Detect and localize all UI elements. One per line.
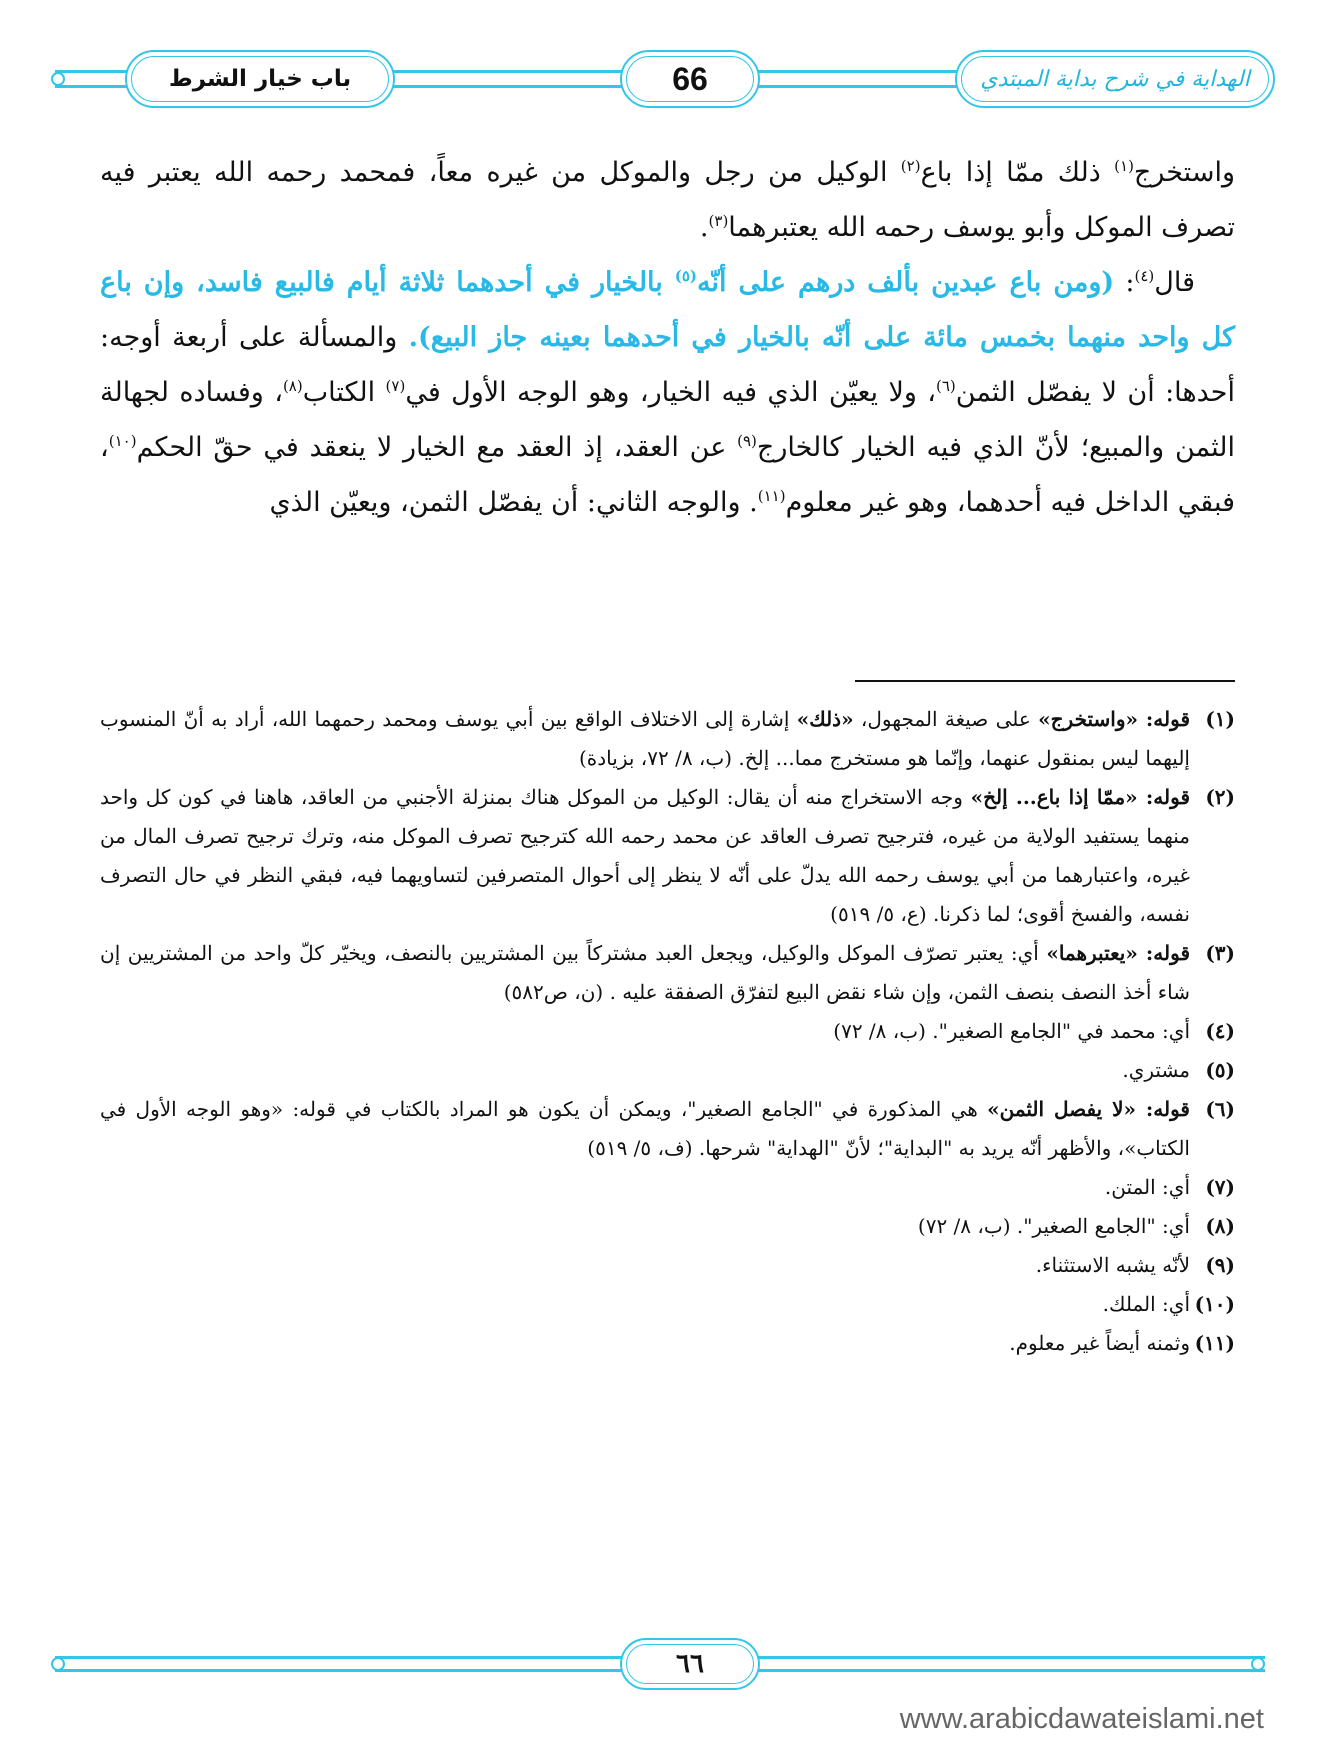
footnote-ref: (٢) [900,157,921,175]
footnote-ref: (٨) [282,377,303,395]
footnote-divider [855,680,1235,682]
footnote-2: (٢) قوله: «ممّا إذا باع... إلخ» وجه الاستخراج منه أن يقال: الوكيل من الموكل هناك بمنزلة الأجنبي من العاقد، هاهنا في كون كل واحد منهما يستفيد الولاية من غيره، فترجيح تصرف العاقد عن محمد رحمه الله كترجيح تصرف الموكل منه، وترك ترجيح تصرف المال من غيره، واعتبارهما من أبي يوسف رحمه الله يدلّ على أنّه لا ينظر إلى أحوال المتصرفين لتساويهما فيه، فبقي النظر في حال التصرف نفسه، والفسخ أقوى؛ لما ذكرنا. (ع، ٥/ ٥١٩) [100,785,1235,926]
footnote-ref: (٧) [385,377,406,395]
footnote-5: (٥) مشتري. [1122,1058,1235,1082]
footnote-6: (٦) قوله: «لا يفصل الثمن» هي المذكورة في "الجامع الصغير"، ويمكن أن يكون هو المراد بالكتاب في قوله: «وهو الوجه الأول في الكتاب»، والأظهر أنّه يريد به "البداية"؛ لأنّ "الهداية" شرحها. (ف، ٥/ ٥١٩) [100,1097,1235,1160]
footnote-ref: (٥) [674,267,698,285]
chapter-title: باب خيار الشرط [168,66,352,92]
footnote-1: (١) قوله: «واستخرج» على صيغة المجهول، «ذلك» إشارة إلى الاختلاف الواقع بين أبي يوسف ومحمد رحمهما الله، أراد به أنّ المنسوب إليهما ليس بمنقول عنهما، وإنّما هو مستخرج مما... إلخ. (ب، ٨/ ٧٢، بزيادة) [100,707,1235,770]
book-title: الهداية في شرح بداية المبتدي [980,66,1250,92]
website-watermark: www.arabicdawateislami.net [899,1703,1264,1735]
matn-highlight: بالخيار في أحدهما ثلاثة أيام فالبيع فاسد، وإن باع كل واحد منهما بخمس مائة على أنّه بالخيار في أحدهما بعينه جاز البيع). [100,267,1235,353]
footnote-10: (١٠) أي: الملك. [1102,1292,1235,1316]
page-footer [55,1638,1265,1690]
matn-highlight: (ومن باع عبدين بألف درهم على أنّه [697,267,1115,298]
paragraph-2: قال$^{(٤)}$: (ومن باع عبدين بألف درهم على أنّه$^{(٥)}$ بالخيار في أحدهما ثلاثة أيام فالبيع فاسد، وإن باع كل واحد منهما بخمس مائة على أنّه بالخيار في أحدهما بعينه جاز البيع). والمسألة على أربعة أوجه: أحدها: أن لا يفصّل الثمن$^{(٦)}$، ولا يعيّن الذي فيه الخيار، وهو الوجه الأول في$^{(٧)}$ الكتاب$^{(٨)}$، وفساده لجهالة الثمن والمبيع؛ لأنّ الذي فيه الخيار كالخارج$^{(٩)}$ عن العقد، إذ العقد مع الخيار لا ينعقد في حقّ الحكم$^{(١٠)}$، فبقي الداخل فيه أحدهما، وهو غير معلوم$^{(١١)}$. والوجه الثاني: أن يفصّل الثمن، ويعيّن الذي [100,267,1235,518]
footnote-9: (٩) لأنّه يشبه الاستثناء. [1035,1253,1235,1277]
footnote-ref: (١) [1114,157,1134,175]
footnote-ref: (٦) [935,377,956,395]
page-header [55,50,1265,108]
footnote-ref: (٩) [737,432,757,450]
main-text [100,145,1235,530]
footer-page-number-box [620,1638,760,1690]
paragraph-1: واستخرج$^{(١)}$ ذلك ممّا إذا باع$^{(٢)}$ الوكيل من رجل والموكل من غيره معاً، فمحمد رحمه الله يعتبر فيه تصرف الموكل وأبو يوسف رحمه الله يعتبرهما$^{(٣)}$. [100,157,1235,243]
header-left-ornament-icon [51,72,65,86]
footer-left-ornament-icon [51,1657,65,1671]
footnote-7: (٧) أي: المتن. [1104,1175,1235,1199]
footer-page-number: ٦٦ [676,1649,704,1679]
chapter-title-box [125,50,395,108]
page-number: 66 [672,60,708,97]
footnote-3: (٣) قوله: «يعتبرهما» أي: يعتبر تصرّف الموكل والوكيل، ويجعل العبد مشتركاً بين المشتريين بالنصف، ويخيّر كلّ واحد من المشتريين إن شاء أخذ النصف بنصف الثمن، وإن شاء نقض البيع لتفرّق الصفقة عليه . (ن، ص٥٨٢) [100,941,1235,1004]
footnote-8: (٨) أي: "الجامع الصغير". (ب، ٨/ ٧٢) [917,1214,1235,1238]
book-title-box [955,50,1275,108]
footnote-ref: (١٠) [108,432,137,450]
footer-right-ornament-icon [1251,1657,1265,1671]
footnotes [100,700,1235,1363]
footnote-ref: (١١) [757,487,786,505]
footnote-4: (٤) أي: محمد في "الجامع الصغير". (ب، ٨/ ٧٢) [833,1019,1235,1043]
footnote-11: (١١) وثمنه أيضاً غير معلوم. [1009,1331,1235,1355]
footnote-ref: (٤) [1134,267,1155,285]
footnote-ref: (٣) [708,212,729,230]
page-number-box [620,50,760,108]
